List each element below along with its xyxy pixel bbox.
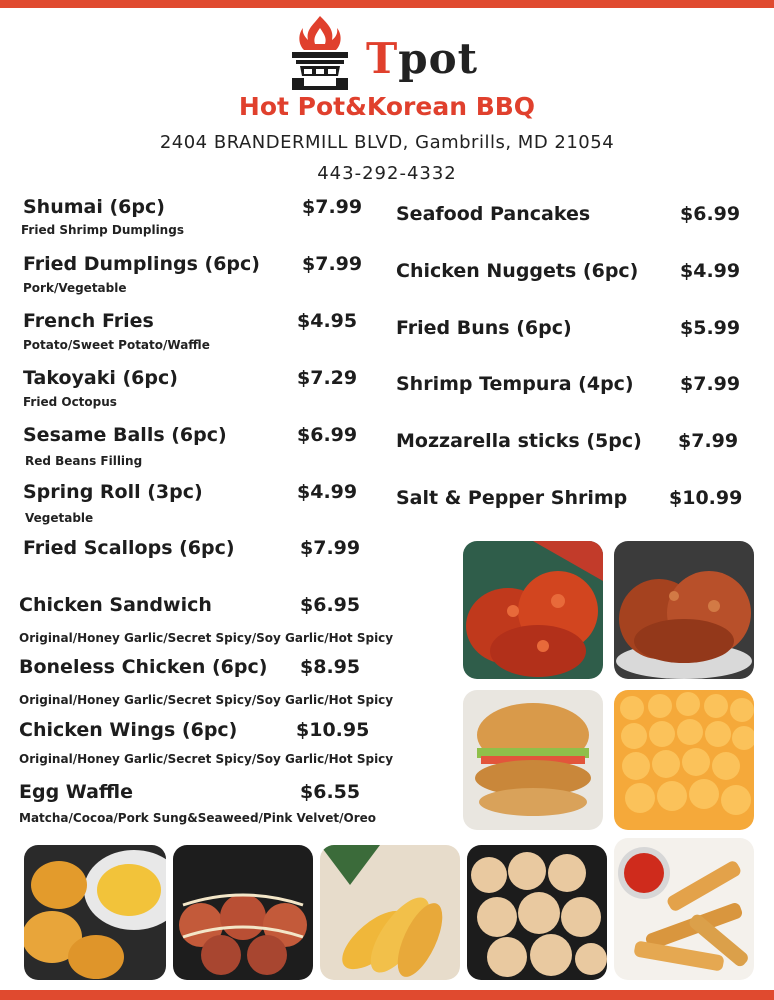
restaurant-subtitle: Hot Pot&Korean BBQ [238, 92, 536, 121]
menu-item-name: Salt & Pepper Shrimp [396, 487, 628, 509]
menu-item-desc: Original/Honey Garlic/Secret Spicy/Soy Garlic/Hot Spicy [19, 693, 394, 707]
menu-item-price: $8.95 [300, 656, 361, 678]
menu-item-desc: Fried Shrimp Dumplings [21, 223, 184, 237]
photo-mozzarella-sticks [614, 838, 754, 980]
photo-chicken-sandwich [463, 690, 603, 830]
menu-item-price: $7.99 [302, 196, 363, 218]
photo-shrimp-tempura [320, 845, 460, 980]
brand-name-t: T [366, 34, 399, 83]
menu-item-price: $10.95 [296, 719, 370, 741]
brand-name-rest: pot [398, 34, 479, 83]
top-accent-bar [0, 0, 774, 8]
menu-item-name: Takoyaki (6pc) [23, 367, 178, 389]
menu-item-name: Sesame Balls (6pc) [23, 424, 227, 446]
menu-item-price: $7.29 [297, 367, 358, 389]
menu-item-price: $7.99 [678, 430, 739, 452]
phone-number: 443-292-4332 [317, 163, 457, 184]
menu-item-name: Chicken Nuggets (6pc) [396, 260, 639, 282]
menu-item-price: $4.99 [680, 260, 741, 282]
menu-item-name: French Fries [23, 310, 154, 332]
photo-crispy-chicken [614, 541, 754, 679]
menu-item-desc: Original/Honey Garlic/Secret Spicy/Soy Garlic/Hot Spicy [19, 631, 394, 645]
menu-item-name: Mozzarella sticks (5pc) [396, 430, 642, 452]
menu-item-price: $6.55 [300, 781, 361, 803]
menu-item-name: Chicken Wings (6pc) [19, 719, 238, 741]
photo-sesame-balls [467, 845, 607, 980]
menu-item-price: $4.99 [297, 481, 358, 503]
menu-item-price: $6.99 [297, 424, 358, 446]
menu-item-price: $10.99 [669, 487, 743, 509]
menu-item-price: $7.99 [680, 373, 741, 395]
menu-item-desc: Vegetable [25, 511, 94, 525]
menu-item-price: $7.99 [302, 253, 363, 275]
menu-item-name: Chicken Sandwich [19, 594, 212, 616]
menu-item-price: $5.99 [680, 317, 741, 339]
menu-item-name: Shrimp Tempura (4pc) [396, 373, 634, 395]
menu-item-name: Boneless Chicken (6pc) [19, 656, 268, 678]
menu-item-name: Shumai (6pc) [23, 196, 165, 218]
menu-item-desc: Matcha/Cocoa/Pork Sung&Seaweed/Pink Velvet/Oreo [19, 811, 376, 825]
menu-item-price: $6.99 [680, 203, 741, 225]
menu-item-desc: Fried Octopus [23, 395, 117, 409]
menu-item-desc: Original/Honey Garlic/Secret Spicy/Soy Garlic/Hot Spicy [19, 752, 394, 766]
menu-item-price: $4.95 [297, 310, 358, 332]
logo [282, 12, 492, 94]
menu-item-name: Fried Scallops (6pc) [23, 537, 235, 559]
photo-spicy-chicken [463, 541, 603, 679]
flame-pot-icon [282, 12, 358, 92]
menu-item-name: Fried Dumplings (6pc) [23, 253, 260, 275]
bottom-accent-bar [0, 990, 774, 1000]
menu-item-desc: Pork/Vegetable [23, 281, 127, 295]
menu-item-name: Spring Roll (3pc) [23, 481, 203, 503]
menu-item-desc: Red Beans Filling [25, 454, 143, 468]
photo-egg-waffle [614, 690, 754, 830]
menu-item-price: $7.99 [300, 537, 361, 559]
brand-name [366, 34, 478, 83]
menu-item-name: Fried Buns (6pc) [396, 317, 572, 339]
menu-item-desc: Potato/Sweet Potato/Waffle [23, 338, 210, 352]
photo-takoyaki [173, 845, 313, 980]
menu-item-price: $6.95 [300, 594, 361, 616]
menu-item-name: Seafood Pancakes [396, 203, 591, 225]
address: 2404 BRANDERMILL BLVD, Gambrills, MD 21054 [159, 132, 615, 153]
photo-fried-buns [24, 845, 166, 980]
menu-item-name: Egg Waffle [19, 781, 133, 803]
